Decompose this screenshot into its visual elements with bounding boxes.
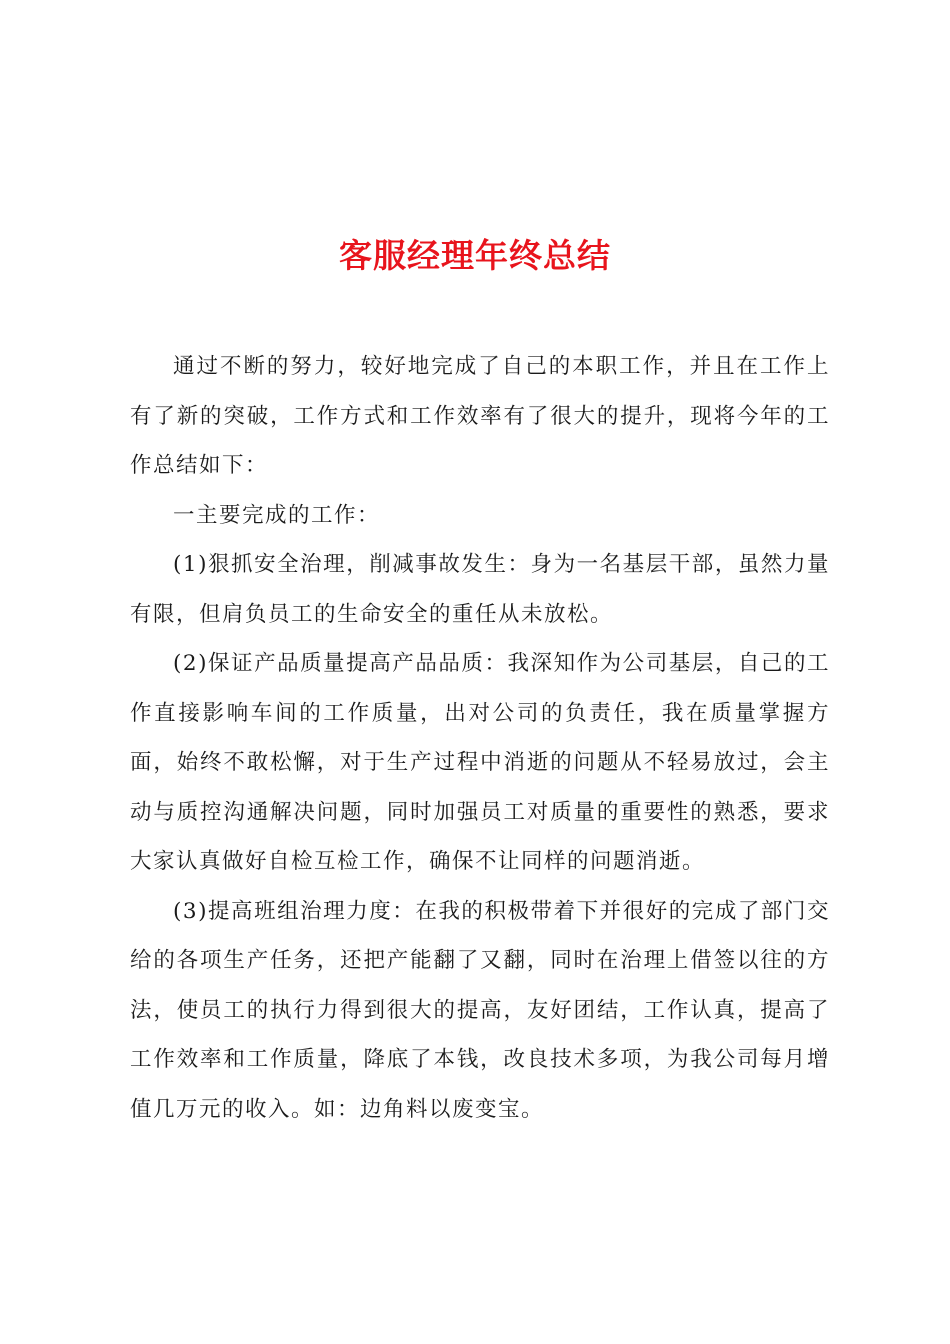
document-body bbox=[130, 342, 830, 1134]
paragraph-item-1: (1)狠抓安全治理，削减事故发生：身为一名基层干部，虽然力量有限，但肩负员工的生命安全的重任从未放松。 bbox=[130, 552, 830, 627]
paragraph-section-heading: 一主要完成的工作： bbox=[173, 502, 381, 528]
paragraph-item-3: (3)提高班组治理力度：在我的积极带着下并很好的完成了部门交给的各项生产任务，还把产能翻了又翻，同时在治理上借签以往的方法，使员工的执行力得到很大的提高，友好团结，工作认真，提高了工作效率和工作质量，降底了本钱，改良技术多项，为我公司每月增值几万元的收入。如：边角料以废变宝。 bbox=[130, 898, 830, 1122]
paragraph-intro: 通过不断的努力，较好地完成了自己的本职工作，并且在工作上有了新的突破，工作方式和工作效率有了很大的提升，现将今年的工作总结如下： bbox=[130, 354, 830, 478]
paragraph-item-2: (2)保证产品质量提高产品品质：我深知作为公司基层，自己的工作直接影响车间的工作质量，出对公司的负责任，我在质量掌握方面，始终不敢松懈，对于生产过程中消逝的问题从不轻易放过，会主动与质控沟通解决问题，同时加强员工对质量的重要性的熟悉，要求大家认真做好自检互检工作，确保不让同样的问题消逝。 bbox=[130, 651, 830, 874]
document-title: 客服经理年终总结 bbox=[339, 236, 611, 276]
